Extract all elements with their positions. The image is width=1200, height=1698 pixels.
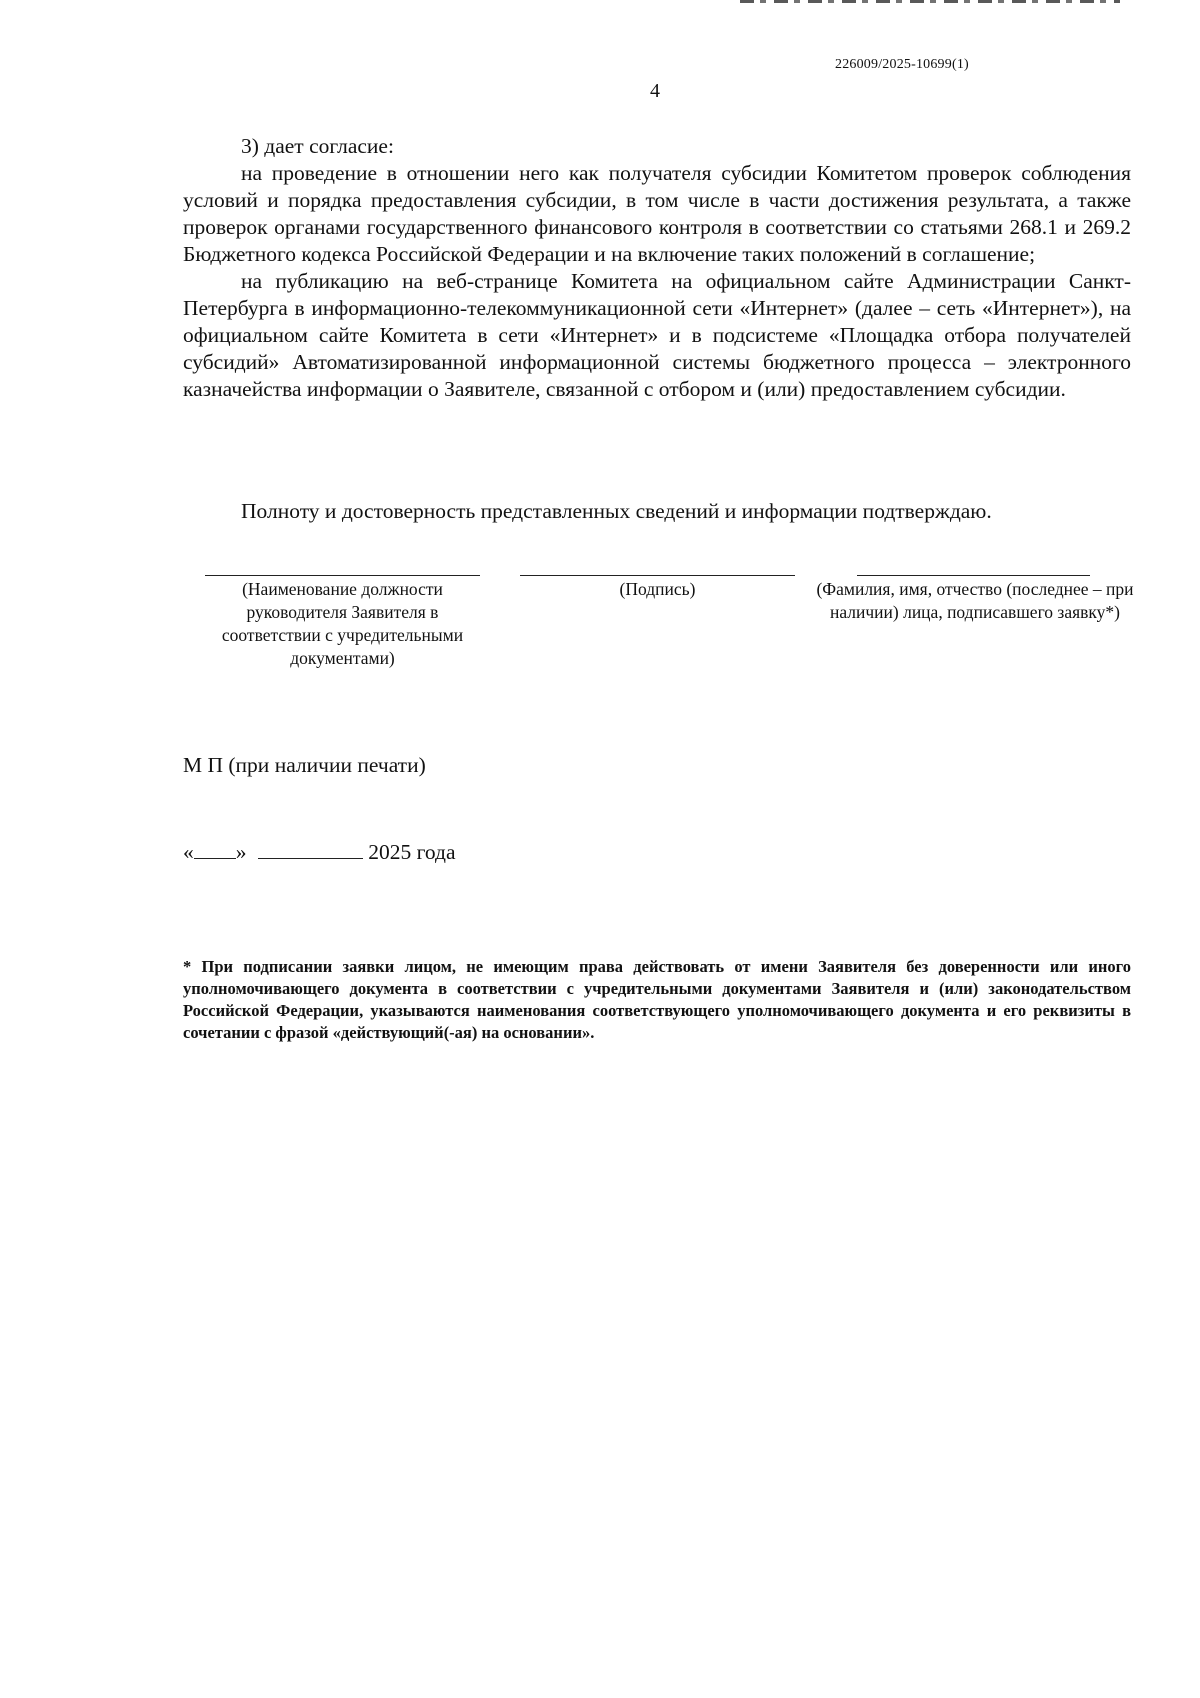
name-signature-line <box>857 575 1090 576</box>
date-line <box>183 838 456 866</box>
stamp-note: М П (при наличии печати) <box>183 753 426 777</box>
position-caption: (Наименование должности руководителя Заявителя в соответствии с учредительными документами) <box>221 579 464 668</box>
confirmation-statement: Полноту и достоверность представленных сведений и информации подтверждаю. <box>241 499 992 523</box>
position-signature-line <box>205 575 480 576</box>
signature-caption: (Подпись) <box>619 579 696 599</box>
date-close-quote: » <box>235 840 247 864</box>
signature-line <box>520 575 795 576</box>
footnote: * При подписании заявки лицом, не имеющим права действовать от имени Заявителя без доверенности или иного уполномочивающего документа в соответствии с учредительными документами Заявителя и (или) законодательством Российской Федерации, указываются наименования соответствующего уполномочивающего документа и его реквизиты в сочетании с фразой «действующий(-ая) на основании». <box>183 957 1131 1042</box>
document-number: 226009/2025-10699(1) <box>835 57 969 72</box>
name-caption: (Фамилия, имя, отчество (последнее – при наличии) лица, подписавшего заявку*) <box>816 579 1134 622</box>
year-text: 2025 года <box>368 840 456 864</box>
consent-inspections-paragraph: на проведение в отношении него как получателя субсидии Комитетом проверок соблюдения условий и порядка предоставления субсидии, в том числе в части достижения результата, а также проверок органами государственного финансового контроля в соответствии со статьями 268.1 и 269.2 Бюджетного кодекса Российской Федерации и на включение таких положений в соглашение; <box>183 161 1131 266</box>
month-blank <box>258 838 363 859</box>
page-number: 4 <box>650 80 660 102</box>
date-open-quote: « <box>183 840 194 864</box>
day-blank <box>194 838 236 859</box>
consent-heading: 3) дает согласие: <box>241 134 394 158</box>
consent-section <box>183 133 1131 403</box>
consent-publication-paragraph: на публикацию на веб-странице Комитета на официальном сайте Администрации Санкт-Петербурга в информационно-телекоммуникационной сети «Интернет» (далее – сеть «Интернет»), на официальном сайте Комитета в сети «Интернет» и в подсистеме «Площадка отбора получателей субсидий» Автоматизированной информационной системы бюджетного процесса – электронного казначейства информации о Заявителе, связанной с отбором и (или) предоставлением субсидии. <box>183 269 1131 401</box>
scan-artifact <box>740 0 1120 3</box>
